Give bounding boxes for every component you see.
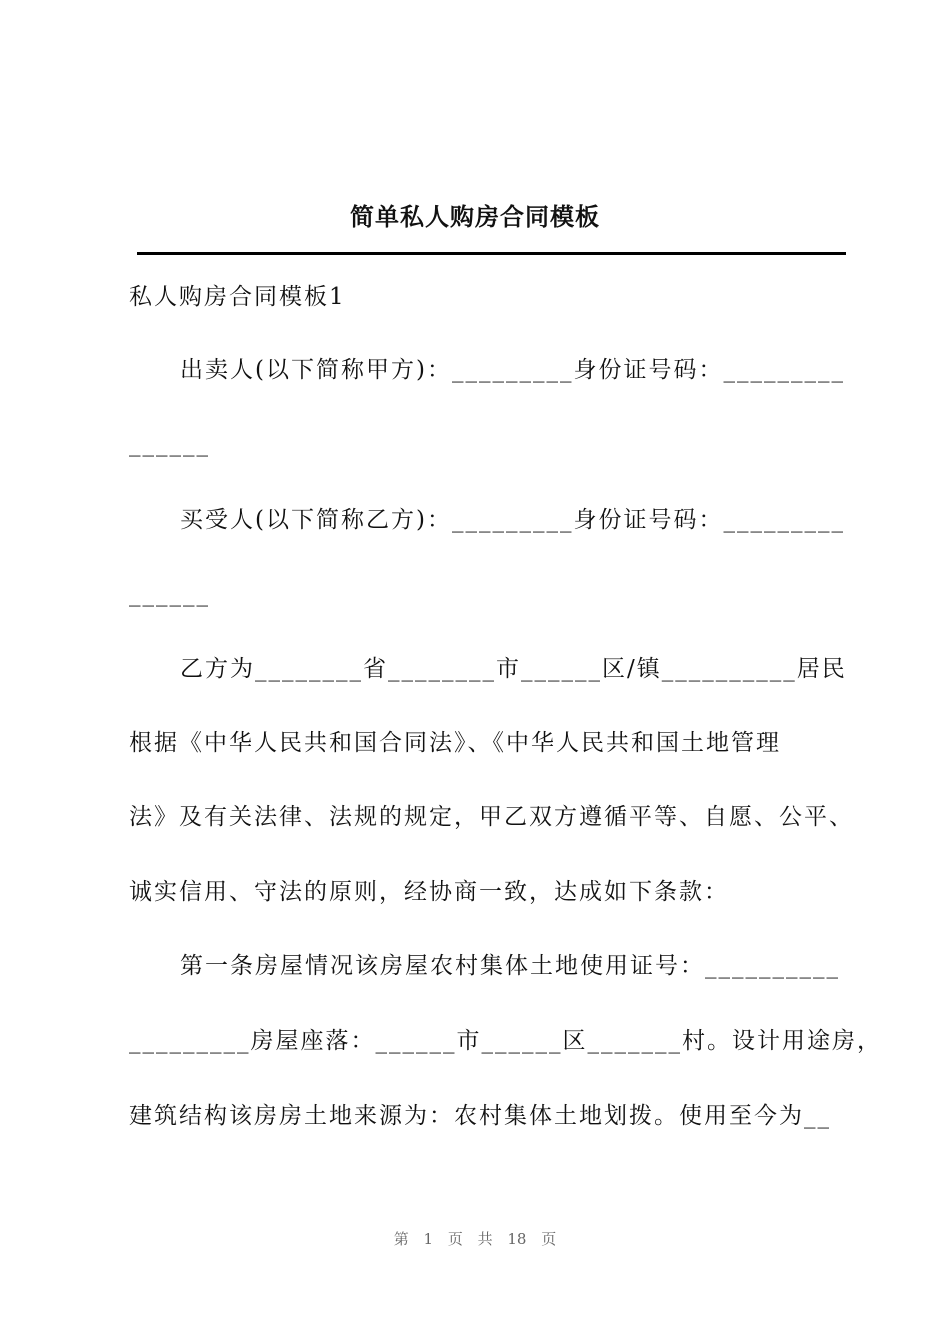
paragraph-line: 根据《中华人民共和国合同法》、《中华人民共和国土地管理 bbox=[129, 730, 781, 756]
page-footer: 第 1 页 共 18 页 bbox=[393, 1230, 557, 1248]
paragraph-line: 买受人(以下简称乙方)：_________身份证号码：_________ bbox=[180, 507, 845, 533]
paragraph-line: _________房屋座落：______市______区_______村。设计用途房， bbox=[129, 1028, 882, 1054]
paragraph-line: 出卖人(以下简称甲方)：_________身份证号码：_________ bbox=[180, 357, 845, 383]
document-title: 简单私人购房合同模板 bbox=[350, 202, 600, 231]
section-heading: 私人购房合同模板1 bbox=[129, 284, 346, 310]
paragraph-line: 法》及有关法律、法规的规定，甲乙双方遵循平等、自愿、公平、 bbox=[129, 804, 854, 830]
paragraph-line: ______ bbox=[129, 581, 210, 607]
paragraph-line: 乙方为________省________市______区/镇__________居民 bbox=[180, 656, 847, 682]
title-underline bbox=[137, 252, 846, 255]
paragraph-line: 诚实信用、守法的原则，经协商一致，达成如下条款： bbox=[129, 879, 729, 905]
paragraph-line: 建筑结构该房房土地来源为：农村集体土地划拨。使用至今为__ bbox=[129, 1103, 831, 1129]
paragraph-line: ______ bbox=[129, 431, 210, 457]
paragraph-line: 第一条房屋情况该房屋农村集体土地使用证号：__________ bbox=[180, 953, 840, 979]
